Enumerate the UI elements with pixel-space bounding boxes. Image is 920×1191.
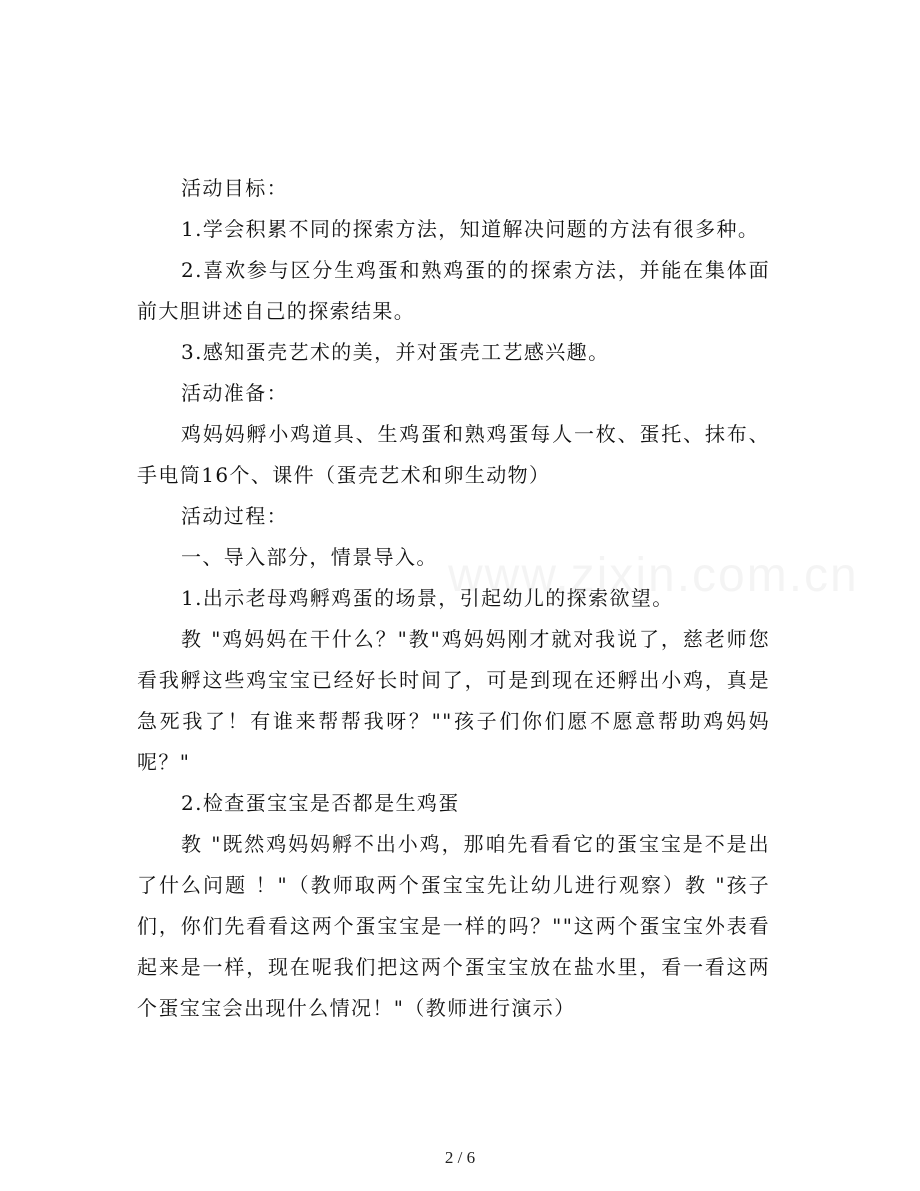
document-body bbox=[137, 168, 770, 1029]
process-dialogue-1: 教 "鸡妈妈在干什么？"教"鸡妈妈刚才就对我说了，慈老师您看我孵这些鸡宝宝已经好长时间了，可是到现在还孵出小鸡，真是急死我了！有谁来帮帮我呀？""孩子们你们愿不愿意帮助鸡妈妈呢？" bbox=[137, 627, 770, 774]
goal-item-3: 3.感知蛋壳艺术的美，并对蛋壳工艺感兴趣。 bbox=[181, 340, 610, 364]
heading-activity-goals: 活动目标： bbox=[181, 176, 288, 200]
goal-item-2: 2.喜欢参与区分生鸡蛋和熟鸡蛋的的探索方法，并能在集体面前大胆讲述自己的探索结果。 bbox=[137, 258, 770, 323]
process-section-1: 一、导入部分，情景导入。 bbox=[181, 545, 438, 569]
process-step-1: 1.出示老母鸡孵鸡蛋的场景，引起幼儿的探索欲望。 bbox=[181, 586, 674, 610]
page-number: 2 / 6 bbox=[444, 1148, 476, 1167]
heading-activity-process: 活动过程： bbox=[181, 504, 288, 528]
goal-item-1: 1.学会积累不同的探索方法，知道解决问题的方法有很多种。 bbox=[181, 217, 760, 241]
process-step-2: 2.检查蛋宝宝是否都是生鸡蛋 bbox=[181, 791, 460, 815]
process-dialogue-2: 教 "既然鸡妈妈孵不出小鸡，那咱先看看它的蛋宝宝是不是出了什么问题 ！"（教师取两个蛋宝宝先让幼儿进行观察）教 "孩子们，你们先看看这两个蛋宝宝是一样的吗？""这两个蛋宝宝外表看起来是一样，现在呢我们把这两个蛋宝宝放在盐水里，看一看这两个蛋宝宝会出现什么情况！"（教师进行演示） bbox=[137, 832, 770, 1020]
preparation-text: 鸡妈妈孵小鸡道具、生鸡蛋和熟鸡蛋每人一枚、蛋托、抹布、手电筒16个、课件（蛋壳艺术和卵生动物） bbox=[137, 422, 770, 487]
heading-activity-preparation: 活动准备： bbox=[181, 381, 288, 405]
